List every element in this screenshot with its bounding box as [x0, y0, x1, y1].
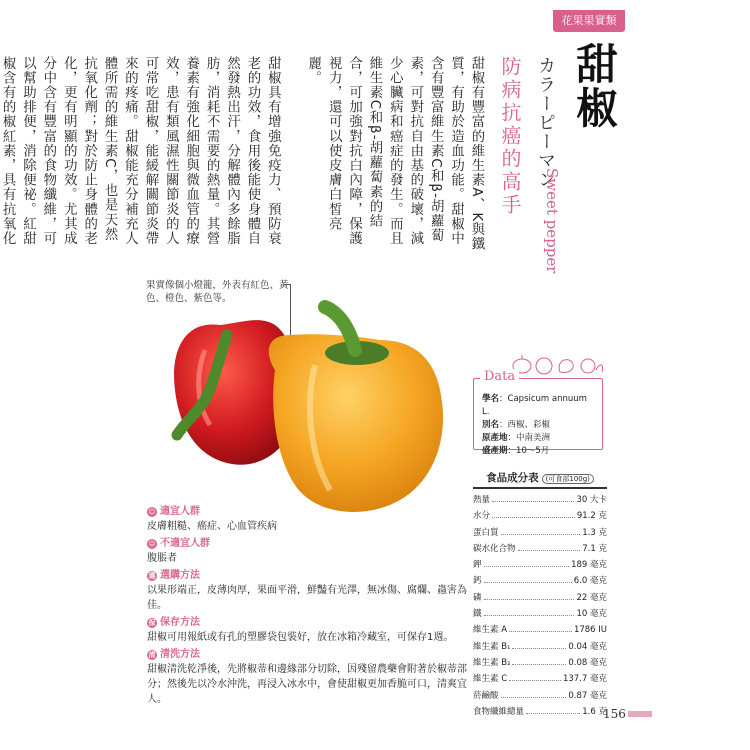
- data-row: 別名：西椒、彩椒: [482, 420, 551, 430]
- callout-tick: [284, 284, 290, 285]
- dot-leader: [492, 508, 575, 518]
- nutrient-value: 7.1 克: [582, 543, 607, 554]
- guide-heading-text: 不適宜人群: [160, 538, 210, 549]
- dot-leader: [484, 606, 575, 616]
- nutrient-name: 水分: [473, 511, 491, 522]
- guide-heading: [147, 615, 477, 630]
- nutrient-value: 22 毫克: [576, 592, 607, 603]
- nutrition-row: [473, 541, 607, 557]
- nutrition-row: [473, 525, 607, 541]
- dot-leader: [518, 541, 581, 551]
- nutrient-name: 食物纖維總量: [473, 706, 525, 717]
- nutrient-value: 10 毫克: [576, 609, 607, 620]
- nutrition-row: [473, 492, 607, 508]
- nutrition-row: [473, 688, 607, 704]
- nutrition-row: [473, 622, 607, 638]
- nutrition-row: [473, 671, 607, 687]
- nutrient-value: 189 毫克: [571, 560, 607, 571]
- nutrient-value: 1.3 克: [582, 527, 607, 538]
- dot-leader: [509, 671, 561, 681]
- dot-leader: [512, 655, 566, 665]
- nutrient-name: 蛋白質: [473, 527, 499, 538]
- dot-leader: [501, 525, 581, 535]
- vegetable-doodle-icon: [510, 352, 606, 376]
- guide-heading-text: 清洗方法: [160, 649, 200, 660]
- nutrient-name: 維生素 C: [473, 674, 508, 685]
- guide-section: [147, 503, 477, 709]
- dot-leader: [501, 688, 567, 698]
- nutrition-row: [473, 508, 607, 524]
- dot-leader: [526, 704, 580, 714]
- nutrient-value: 1.6 克: [582, 706, 607, 717]
- nutrition-row: [473, 606, 607, 622]
- nutrition-table: [473, 470, 607, 720]
- guide-heading-text: 選購方法: [160, 570, 200, 581]
- page-bar: [628, 711, 652, 717]
- bell-peppers-image: [165, 295, 475, 525]
- guide-text: 甜椒清洗乾淨後，先將椒蒂和邊緣部分切除，因殘留農藥會附著於椒蒂部分；然後先以冷水沖洗，再浸入冰水中，會使甜椒更加香脆可口，清爽宜人。: [147, 664, 467, 705]
- nutrient-value: 6.0 毫克: [573, 576, 607, 587]
- callout-text: 果實像個小燈籠，外表有紅色、黃色、橙色、紫色等。: [146, 280, 289, 304]
- nutrient-value: 0.04 毫克: [568, 641, 607, 652]
- nutrient-value: 30 大卡: [576, 495, 607, 505]
- data-row: 盛產期：10～5月: [482, 446, 550, 456]
- wash-icon: 清: [148, 650, 156, 659]
- nutrient-name: 維生素 B₂: [473, 657, 511, 668]
- nutrition-row: [473, 573, 607, 589]
- data-box: [473, 378, 603, 456]
- nutrient-value: 1786 IU: [573, 625, 607, 636]
- data-row: 學名：Capsicum annuum L.: [482, 394, 587, 417]
- nutrition-title: 食品成分表 (可食部100g): [473, 470, 607, 489]
- body-paragraph: 甜椒具有增強免疫力、預防衰老的功效，食用後能使身體自然發熱出汗，分解體內多餘脂肪，消耗不需要的熱量。其營養素有強化細胞與微血管的療效，患有類風濕性關節炎的人可常吃甜椒，能緩解關節炎帶來的疼痛。甜椒能充分補充人體所需的維生素C，也是天然抗氧化劑；對於防止身體的老化，更有明顯的功效。尤其成分中含有豐富的食物纖維，可以幫助排便，消除便祕。紅甜椒含有的椒紅素，具有抗氧化: [0, 56, 281, 246]
- nutrition-row: [473, 655, 607, 671]
- nutrient-name: 維生素 B₁: [473, 641, 511, 652]
- nutrition-note: (可食部100g): [542, 474, 594, 484]
- frown-icon: ☹: [148, 539, 156, 548]
- nutrient-value: 91.2 克: [576, 511, 607, 522]
- nutrient-value: 0.08 毫克: [568, 657, 607, 668]
- dot-leader: [509, 622, 572, 632]
- nutrition-row: [473, 704, 607, 720]
- subtitle: 防病抗癌的高手: [498, 56, 522, 217]
- nutrient-name: 鐵: [473, 609, 482, 620]
- store-icon: 保: [148, 618, 156, 627]
- data-title: Data: [480, 369, 519, 384]
- guide-heading: [147, 647, 477, 662]
- guide-heading: [147, 536, 477, 551]
- guide-text: 腹脹者: [147, 553, 177, 564]
- nutrient-value: 137.7 毫克: [562, 674, 607, 685]
- nutrient-name: 碳水化合物: [473, 543, 516, 554]
- nutrient-name: 菸鹼酸: [473, 690, 499, 701]
- nutrition-row: [473, 639, 607, 655]
- nutrient-name: 磷: [473, 592, 482, 603]
- smile-icon: ☺: [148, 507, 156, 516]
- page-title: 甜椒: [570, 42, 619, 130]
- guide-text: 甜椒可用報紙或有孔的塑膠袋包裝好，放在冰箱冷藏室，可保存1週。: [147, 632, 454, 643]
- guide-heading: [147, 504, 477, 519]
- nutrient-name: 鉀: [473, 560, 482, 571]
- nutrient-name: 維生素 A: [473, 625, 508, 636]
- katakana-title: カラーピーマン: [535, 56, 556, 189]
- dot-leader: [484, 590, 575, 600]
- nutrient-name: 熱量: [473, 495, 491, 505]
- guide-heading: [147, 568, 477, 583]
- nutrient-name: 鈣: [473, 576, 482, 587]
- data-row: 原產地：中南美洲: [482, 433, 551, 443]
- english-title: Sweet pepper: [543, 168, 561, 274]
- body-paragraph: 甜椒有豐富的維生素A、K與鐵質，有助於造血功能。甜椒中含有豐富維生素C和β-胡蘿蔔素，可對抗自由基的破壞，減少心臟病和癌症的發生。而且維生素C和β-胡蘿蔔素的結合，可加強對抗白內障，保護視力，還可以使皮膚白皙亮麗。: [305, 56, 484, 252]
- guide-text: 皮膚粗糙、癌症、心血管疾病: [147, 521, 277, 532]
- page-number: 156: [603, 707, 626, 721]
- guide-heading-text: 適宜人群: [160, 506, 200, 517]
- guide-text: 以果形端正，皮薄肉厚，果面平滑，鮮豔有光澤，無冰傷、腐爛、蟲害為佳。: [147, 585, 467, 611]
- dot-leader: [484, 557, 570, 567]
- guide-heading-text: 保存方法: [160, 617, 200, 628]
- nutrition-row: [473, 590, 607, 606]
- select-icon: 選: [148, 571, 156, 580]
- nutrition-row: [473, 557, 607, 573]
- dot-leader: [484, 573, 572, 583]
- dot-leader: [512, 639, 566, 649]
- body-text: [0, 56, 486, 256]
- category-tab: 花果果實類: [553, 10, 625, 32]
- dot-leader: [492, 492, 574, 502]
- nutrient-value: 0.87 毫克: [568, 690, 607, 701]
